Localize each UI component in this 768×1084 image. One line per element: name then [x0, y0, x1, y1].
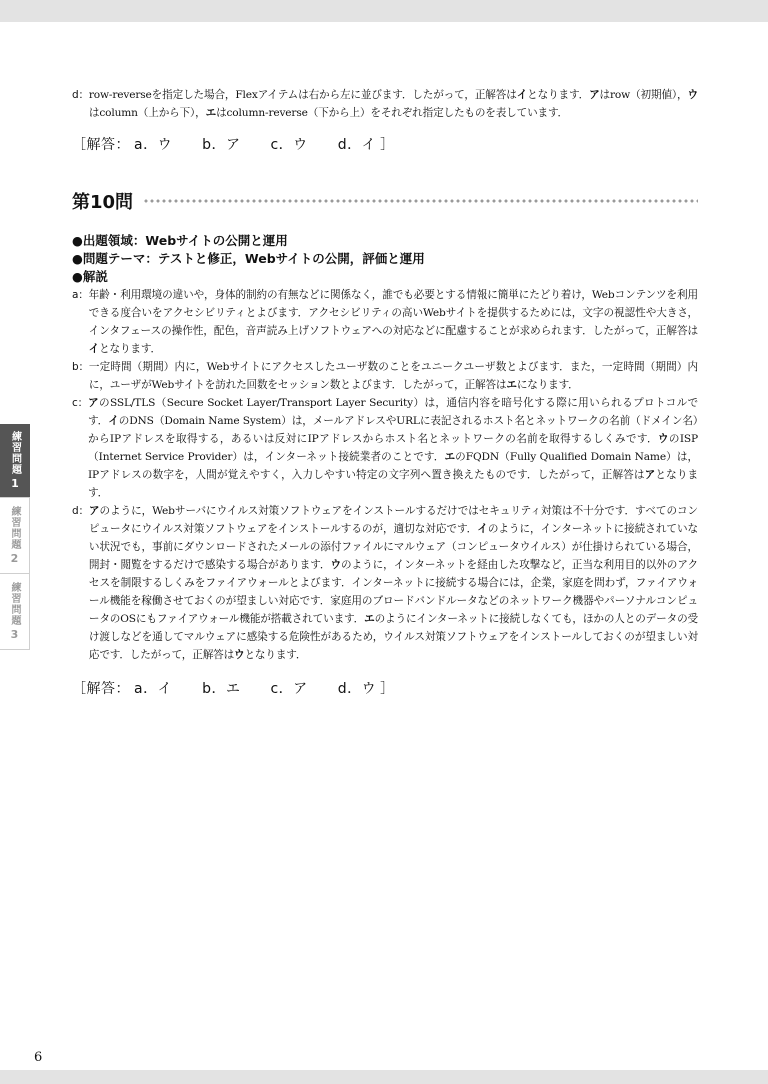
- bold-choice: ア: [644, 469, 656, 481]
- explanation-a: [72, 286, 698, 358]
- text-run: となります．: [244, 649, 307, 661]
- item-label: d：: [72, 505, 89, 517]
- text-run: はcolumn-reverse（下から上）をそれぞれ指定したものを表しています．: [216, 107, 568, 119]
- item-text: [89, 358, 698, 394]
- answer-d: d．イ: [337, 137, 377, 153]
- dotted-rule: [143, 197, 698, 205]
- bold-choice: ア: [88, 397, 99, 409]
- text-run: となります．: [527, 89, 590, 101]
- page-number: 6: [34, 1050, 43, 1065]
- bold-choice: エ: [444, 451, 456, 463]
- text-run: のISP（Internet Service Provider）は，インターネット接続業者のことです．: [88, 433, 698, 463]
- chapter-tab-2[interactable]: [0, 498, 30, 574]
- text-run: row-reverseを指定した場合，Flexアイテムは右から左に並びます．したがって，正解答は: [88, 89, 517, 101]
- bold-choice: ウ: [657, 433, 669, 445]
- bold-choice: エ: [506, 379, 517, 391]
- chapter-tab-number: 3: [10, 628, 19, 641]
- item-text: [89, 286, 698, 358]
- text-run: となります．: [88, 469, 698, 499]
- question-theme: ●問題テーマ：テストと修正，Webサイトの公開，評価と運用: [72, 251, 425, 266]
- bold-choice: イ: [516, 89, 528, 101]
- item-label: b：: [72, 361, 89, 373]
- chapter-tab-number: 2: [10, 552, 19, 565]
- answer-c: c．ア: [270, 681, 308, 697]
- answer-b: b．ア: [202, 137, 241, 153]
- explanation-b: [72, 358, 698, 394]
- top-band: [0, 0, 768, 22]
- item-label: c：: [72, 397, 88, 409]
- question-title: 第10問: [72, 192, 134, 213]
- text-run: のSSL/TLS（Secure Socket Layer/Transport Layer Security）は，通信内容を暗号化する際に用いられるプロトコルです．: [88, 397, 698, 427]
- text-run: 年齢・利用環境の違いや，身体的制約の有無などに関係なく，誰でも必要とする情報に簡単にたどり着け，Webコンテンツを利用できる度合いをアクセシビリティとよびます．アクセシビリティの高いWebサイトを提供するためには，文字の視認性や大きさ，インタフェースの操作性，配色，音声読み上げソフトウェアへの対応などに配慮することが求められます．したがって，正解答は: [88, 289, 698, 337]
- text-run: はcolumn（上から下），: [88, 107, 206, 119]
- chapter-tab-3[interactable]: [0, 574, 30, 650]
- answer-close: ］: [380, 137, 395, 153]
- bold-choice: イ: [88, 343, 100, 355]
- bold-choice: ア: [88, 505, 100, 517]
- explanation-d-prev: [72, 86, 698, 122]
- text-run: のFQDN（Fully Qualified Domain Name）は，IPアドレスの数字を，人間が覚えやすく，入力しやすい特定の文字列へ置き換えたものです．したがって，正解答は: [88, 451, 698, 481]
- chapter-tab-number: 1: [11, 477, 19, 490]
- text-run: のように，インターネットを経由した攻撃など，正当な利用目的以外のアクセスを制限するしくみをファイアウォールとよびます．インターネットに接続する場合には，企業，家庭を問わず，ファイアウォール機能を稼働させておくのが望ましい対応です．家庭用のブロードバンドルータなどのネットワーク機器やパーソナルコンピュータのOSにもファイアウォール機能が搭載されています．: [88, 559, 698, 625]
- explanation-d: [72, 502, 698, 664]
- bold-choice: ウ: [234, 649, 245, 661]
- page-content: [72, 86, 698, 698]
- bold-choice: イ: [477, 523, 488, 535]
- explanation-c: [72, 394, 698, 502]
- item-label: a：: [72, 289, 89, 301]
- answer-line-9: [72, 134, 698, 154]
- bold-choice: イ: [108, 415, 119, 427]
- text-run: となります．: [99, 343, 161, 355]
- exam-domain: ●出題領域：Webサイトの公開と運用: [72, 233, 288, 248]
- text-run: のように，インターネットに接続されていない状況でも，事前にダウンロードされたメールの添付ファイルにマルウェア（コンピュータウイルス）が仕掛けられている場合，開封・閲覧をするだけで感染する場合があります．: [88, 523, 698, 571]
- chapter-tabs: [0, 424, 30, 650]
- bottom-band: [0, 1070, 768, 1084]
- text-run: になります．: [516, 379, 579, 391]
- item-label: d：: [72, 89, 89, 101]
- answer-c: c．ウ: [270, 137, 308, 153]
- bold-choice: エ: [205, 107, 217, 119]
- answer-b: b．エ: [202, 681, 241, 697]
- text-run: はrow（初期値），: [599, 89, 688, 101]
- text-run: のようにインターネットに接続しなくても，ほかの人とのデータの受け渡しなどを通してマルウェアに感染する危険性があるため，ウイルス対策ソフトウェアをインストールしておくのが望ましい対応です．したがって，正解答は: [88, 613, 698, 661]
- item-text: [89, 86, 698, 122]
- answer-d: d．ウ: [337, 681, 377, 697]
- bold-choice: ウ: [330, 559, 341, 571]
- item-text: [89, 502, 698, 664]
- answer-open: ［解答：: [72, 137, 130, 153]
- bold-choice: ウ: [687, 89, 698, 101]
- text-run: のDNS（Domain Name System）は，メールアドレスやURLに表記されるホスト名とネットワークの名前（ドメイン名）からIPアドレスを取得する，あるいは反対にIPアドレスからホスト名とネットワークの名前を取得するしくみです．: [88, 415, 698, 445]
- chapter-tab-label: 練習問題: [9, 582, 20, 626]
- answer-open: ［解答：: [72, 681, 130, 697]
- text-run: 一定時間（期間）内に，Webサイトにアクセスしたユーザ数のことをユニークユーザ数とよびます．また，一定時間（期間）内に，ユーザがWebサイトを訪れた回数をセッション数とよびます．したがって，正解答は: [88, 361, 698, 391]
- bold-choice: エ: [364, 613, 375, 625]
- chapter-tab-label: 練習問題: [9, 431, 21, 475]
- explanation-heading: ●解説: [72, 269, 108, 284]
- bold-choice: ア: [589, 89, 600, 101]
- chapter-tab-1[interactable]: [0, 424, 30, 498]
- answer-a: a．イ: [134, 681, 173, 697]
- question-header: [72, 188, 698, 214]
- item-text: [88, 394, 698, 502]
- answer-line-10: [72, 678, 698, 698]
- answer-close: ］: [380, 681, 395, 697]
- chapter-tab-label: 練習問題: [9, 506, 20, 550]
- text-run: のように，Webサーバにウイルス対策ソフトウェアをインストールするだけではセキュリティ対策は不十分です．すべてのコンピュータにウイルス対策ソフトウェアをインストールするのが，適切な対応です．: [88, 505, 698, 535]
- answer-a: a．ウ: [134, 137, 173, 153]
